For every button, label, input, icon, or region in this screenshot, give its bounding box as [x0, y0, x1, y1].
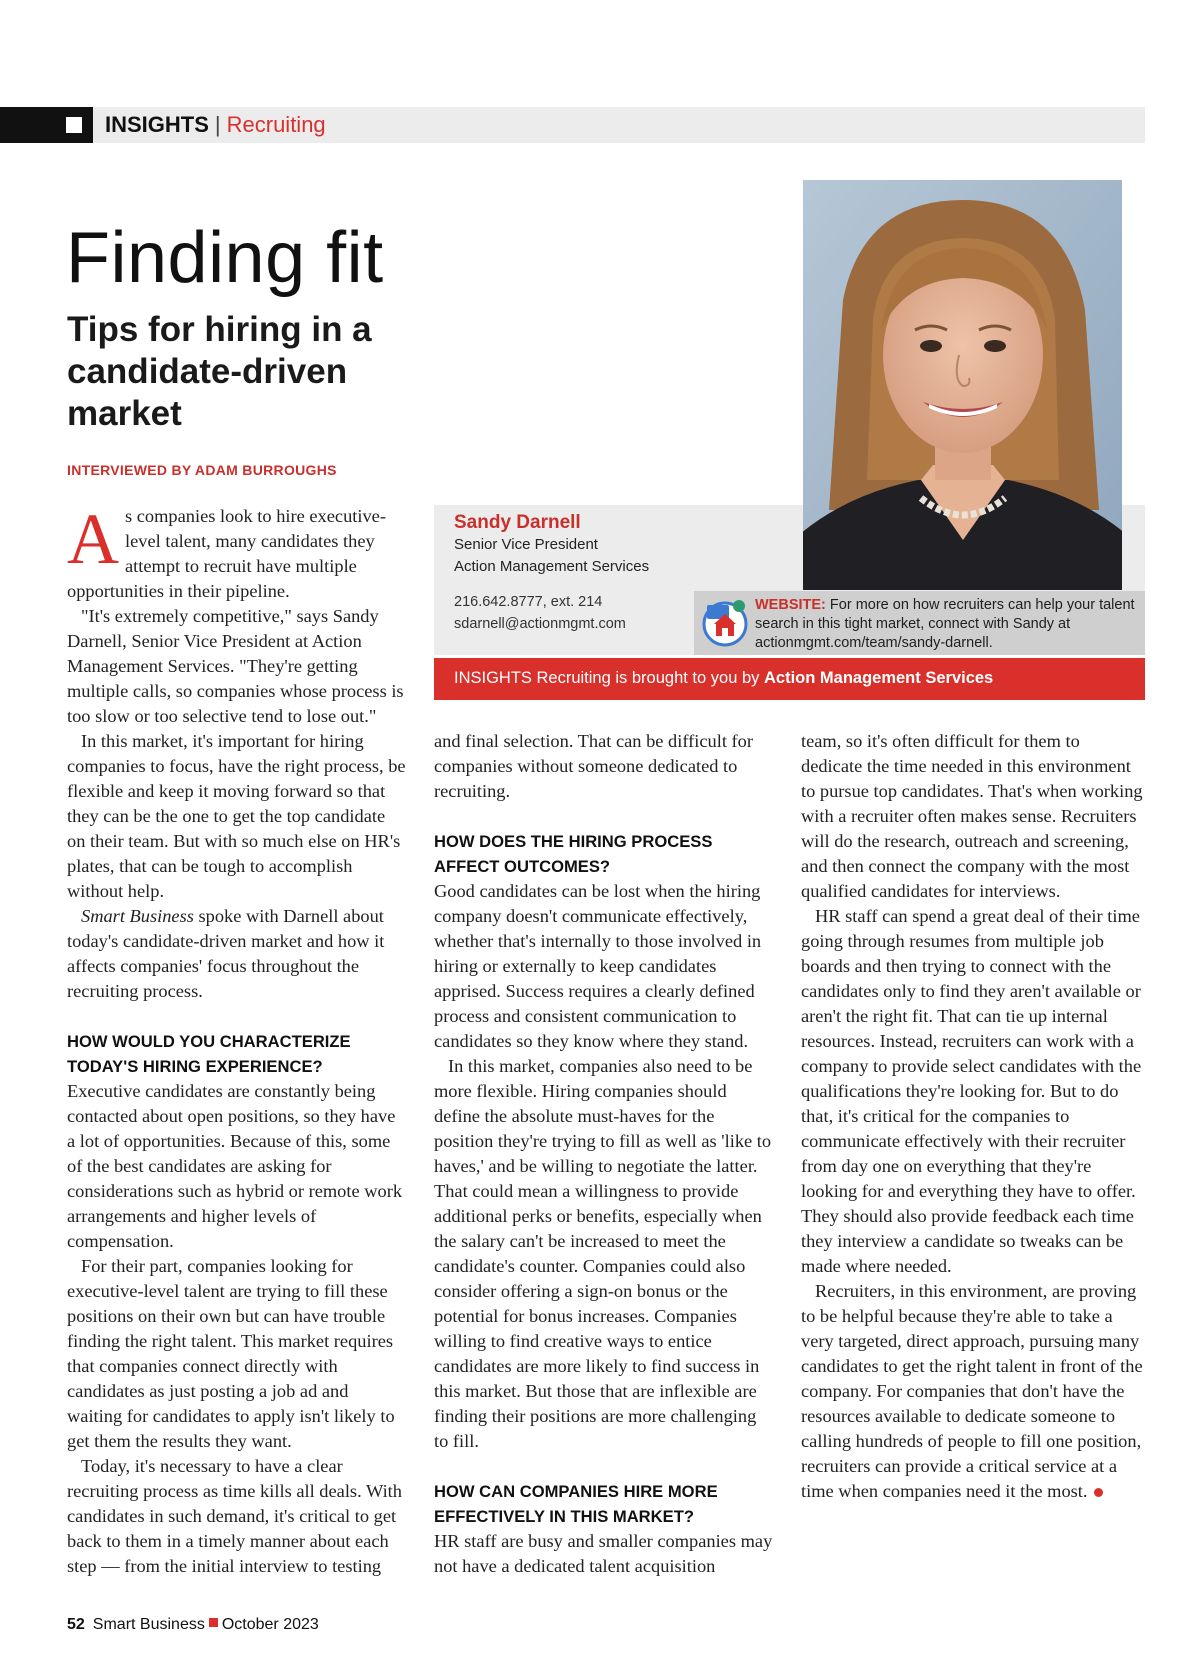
page-number: 52	[67, 1616, 85, 1633]
paragraph	[67, 904, 407, 1004]
drop-cap: A	[67, 499, 119, 579]
article-title: Finding fit	[66, 218, 384, 298]
section-topic: Recruiting	[226, 112, 326, 137]
section-separator: |	[214, 112, 221, 137]
publication-name: Smart Business	[92, 1616, 205, 1633]
paragraph: Today, it's necessary to have a clear recruiting process as time kills all deals. With candidates in such demand, it's critical to get back to them in a timely manner about each step — from the initial interview to testing	[67, 1456, 402, 1576]
sponsor-name: Action Management Services	[763, 669, 994, 687]
paragraph: "It's extremely competitive," says Sandy Darnell, Senior Vice President at Action Management Services. "They're getting multiple calls, so companies whose process is too slow or too selective tend to lose out."	[67, 606, 404, 726]
end-mark-icon	[1094, 1488, 1103, 1497]
paragraph-text: spoke with Darnell about today's candidate-driven market and how it affects companies' focus throughout the recruiting process.	[67, 906, 385, 1001]
paragraph: Good candidates can be lost when the hiring company doesn't communicate effectively, whether that's internally to those involved in hiring or externally to keep candidates apprised. Success requires a clearly defined process and consistent communication to candidates so they know where they stand.	[434, 881, 762, 1051]
question-heading: HOW DOES THE HIRING PROCESS AFFECT OUTCOMES?	[434, 832, 713, 876]
article-byline: INTERVIEWED BY ADAM BURROUGHS	[67, 462, 337, 478]
section-name: INSIGHTS	[105, 112, 209, 137]
article-column-3	[801, 729, 1145, 1504]
paragraph: and final selection. That can be difficult for companies without someone dedicated to recruiting.	[434, 731, 753, 801]
profile-role: Senior Vice President	[454, 536, 598, 553]
paragraph: HR staff are busy and smaller companies may not have a dedicated talent acquisition	[434, 1531, 773, 1576]
profile-company: Action Management Services	[454, 558, 650, 575]
page-footer	[67, 1616, 319, 1634]
paragraph-text: Recruiters, in this environment, are proving to be helpful because they're able to take a very targeted, direct approach, pursuing many candidates to get the right talent in front of the company. For companies that don't have the resources available to dedicate someone to calling hundreds of people to fill one position, recruiters can provide a critical service at a time when companies need it the most.	[801, 1281, 1143, 1501]
website-description: For more on how recruiters can help your talent search in this tight market, connect with Sandy at actionmgmt.com/team/sandy-darnell.	[755, 597, 1135, 651]
article-column-2	[434, 729, 774, 1579]
header-square-icon	[66, 117, 82, 133]
paragraph: In this market, it's important for hiring companies to focus, have the right process, be flexible and keep it moving forward so that they can be the one to get the top candidate on their team. But with so much else on HR's plates, that can be tough to accomplish without help.	[67, 731, 406, 901]
sponsor-text	[454, 669, 993, 688]
article-subtitle: Tips for hiring in a candidate-driven market	[67, 310, 372, 433]
profile-name: Sandy Darnell	[454, 512, 581, 533]
header-black-block	[0, 107, 93, 143]
website-text	[755, 596, 1145, 653]
paragraph: HR staff can spend a great deal of their time going through resumes from multiple job boards and then trying to connect with the candidates only to find they aren't available or aren't the right fit. That can tie up internal resources. Instead, recruiters can work with a company to provide select candidates with the qualifications they're looking for. But to do that, it's critical for the companies to communicate effectively with their recruiter from day one on everything that they're looking for and everything they have to offer. They should also provide feedback each time they interview a candidate so tweaks can be made where needed.	[801, 906, 1142, 1276]
sponsor-bar	[434, 658, 1145, 700]
article-column-1	[67, 499, 407, 1579]
profile-phone: 216.642.8777, ext. 214	[454, 594, 603, 610]
website-home-icon	[701, 597, 749, 647]
paragraph: Executive candidates are constantly being contacted about open positions, so they have a lot of opportunities. Because of this, some of the best candidates are asking for considerations such as hybrid or remote work arrangements and higher levels of compensation.	[67, 1081, 403, 1251]
paragraph: team, so it's often difficult for them to dedicate the time needed in this environment to pursue top candidates. That's when working with a recruiter often makes sense. Recruiters will do the research, outreach and screening, and then connect the company with the most qualified candidates for interviews.	[801, 731, 1143, 901]
question-heading: HOW WOULD YOU CHARACTERIZE TODAY'S HIRING EXPERIENCE?	[67, 1032, 351, 1076]
paragraph	[801, 1279, 1145, 1504]
paragraph: For their part, companies looking for executive-level talent are trying to fill these positions on their own but can have trouble finding the right talent. This market requires that companies connect directly with candidates as just posting a job ad and waiting for candidates to apply isn't likely to get them the results they want.	[67, 1256, 395, 1451]
paragraph: In this market, companies also need to be more flexible. Hiring companies should define the absolute must-haves for the position they're trying to fill as well as 'like to haves,' and be willing to negotiate the latter. That could mean a willingness to provide additional perks or benefits, especially when the salary can't be increased to meet the candidate's counter. Companies could also consider offering a sign-on bonus or the potential for bonus increases. Companies willing to find creative ways to entice candidates are more likely to find success in this market. But those that are inflexible are finding their positions are more challenging to fill.	[434, 1056, 772, 1451]
publication-name-italic: Smart Business	[81, 906, 194, 926]
paragraph: s companies look to hire executive-level talent, many candidates they attempt to recruit have multiple opportunities in their pipeline.	[67, 506, 386, 601]
portrait-photo	[803, 180, 1122, 590]
profile-email: sdarnell@actionmgmt.com	[454, 616, 626, 632]
website-label: WEBSITE:	[755, 597, 826, 613]
question-heading: HOW CAN COMPANIES HIRE MORE EFFECTIVELY IN THIS MARKET?	[434, 1482, 718, 1526]
section-label	[105, 113, 326, 137]
sponsor-prefix: INSIGHTS Recruiting is brought to you by	[454, 669, 760, 687]
footer-square-icon	[209, 1618, 218, 1627]
issue-date: October 2023	[221, 1616, 319, 1633]
section-header-bar	[0, 107, 1145, 143]
